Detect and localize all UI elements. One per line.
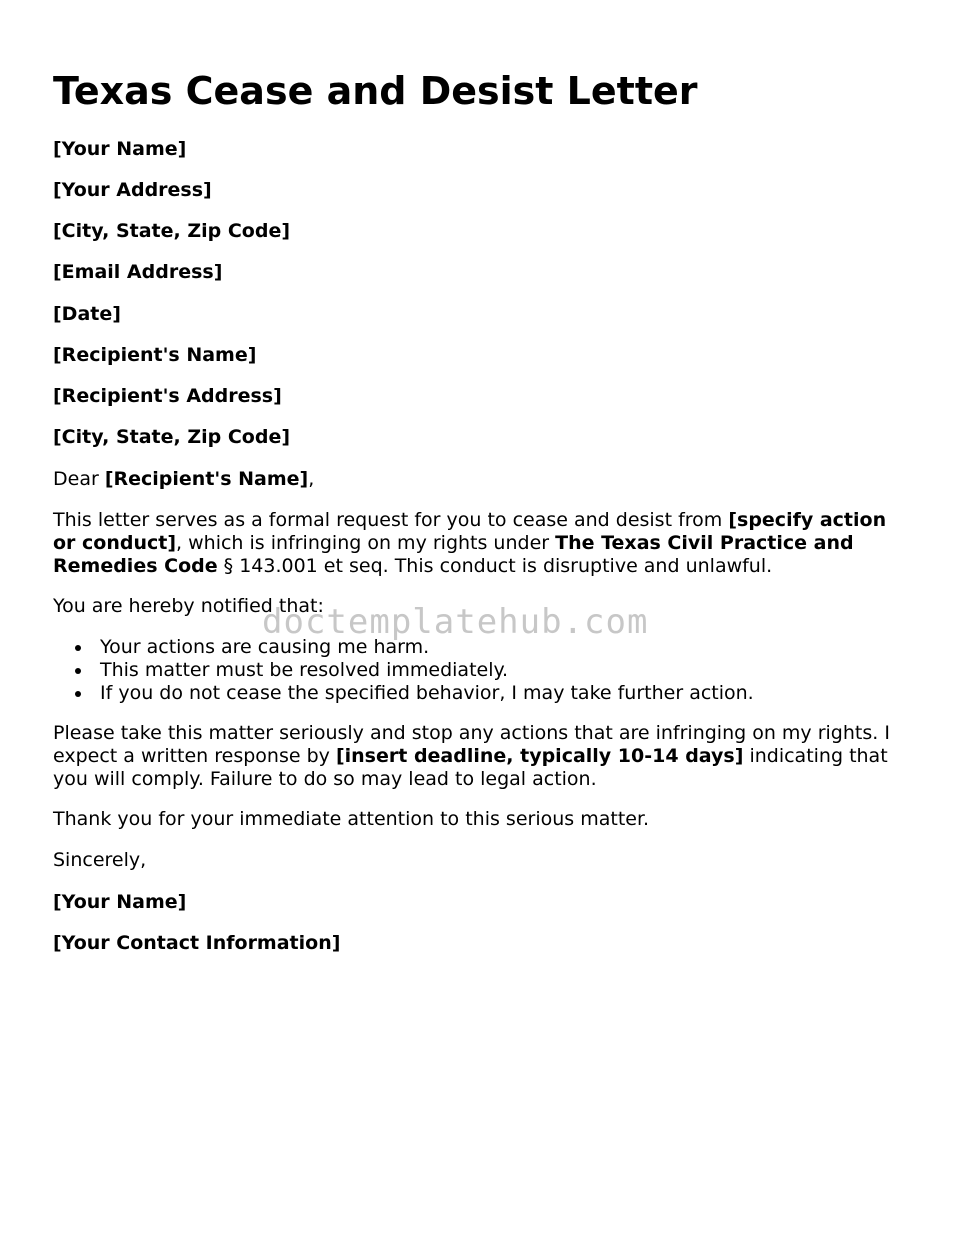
list-item: This matter must be resolved immediately. xyxy=(100,659,754,682)
sender-address: [Your Address] xyxy=(53,179,212,201)
paragraph1-action-placeholder: [specify action or conduct] xyxy=(53,509,887,554)
paragraph2-text-1: Please take this matter seriously and stop any actions that are infringing on my rights. I expect a written response by xyxy=(53,722,890,767)
list-item: Your actions are causing me harm. xyxy=(100,636,754,659)
salutation-name: [Recipient's Name] xyxy=(104,468,309,490)
notice-intro: You are hereby notified that: xyxy=(53,595,324,617)
sender-email: [Email Address] xyxy=(53,261,223,283)
paragraph1-text-2: , which is infringing on my rights under xyxy=(176,532,556,554)
signature-contact: [Your Contact Information] xyxy=(53,932,341,954)
paragraph2-deadline-placeholder: [insert deadline, typically 10-14 days] xyxy=(335,745,744,767)
letter-date: [Date] xyxy=(53,303,121,325)
paragraph2-text-2: indicating that you will comply. Failure to do so may lead to legal action. xyxy=(53,745,888,790)
salutation xyxy=(53,468,314,491)
sender-city-state-zip: [City, State, Zip Code] xyxy=(53,220,291,242)
document-title: Texas Cease and Desist Letter xyxy=(53,69,698,113)
list-item: If you do not cease the specified behavior, I may take further action. xyxy=(100,682,754,704)
response-request-paragraph xyxy=(53,722,913,791)
sender-name: [Your Name] xyxy=(53,138,187,160)
recipient-city-state-zip: [City, State, Zip Code] xyxy=(53,426,291,448)
thanks-line: Thank you for your immediate attention to this serious matter. xyxy=(53,808,650,830)
watermark: doctemplatehub.com xyxy=(262,602,649,642)
paragraph1-text-1: This letter serves as a formal request for you to cease and desist from xyxy=(53,509,729,531)
paragraph1-statute-name: The Texas Civil Practice and Remedies Code xyxy=(53,532,854,577)
salutation-suffix: , xyxy=(308,468,315,490)
recipient-name: [Recipient's Name] xyxy=(53,344,257,366)
recipient-address: [Recipient's Address] xyxy=(53,385,282,407)
closing-line: Sincerely, xyxy=(53,849,147,871)
salutation-prefix: Dear xyxy=(53,468,105,490)
notice-list xyxy=(53,636,754,705)
cease-request-paragraph xyxy=(53,509,913,578)
paragraph1-text-3: § 143.001 et seq. This conduct is disruptive and unlawful. xyxy=(217,555,773,577)
signature-name: [Your Name] xyxy=(53,891,187,913)
